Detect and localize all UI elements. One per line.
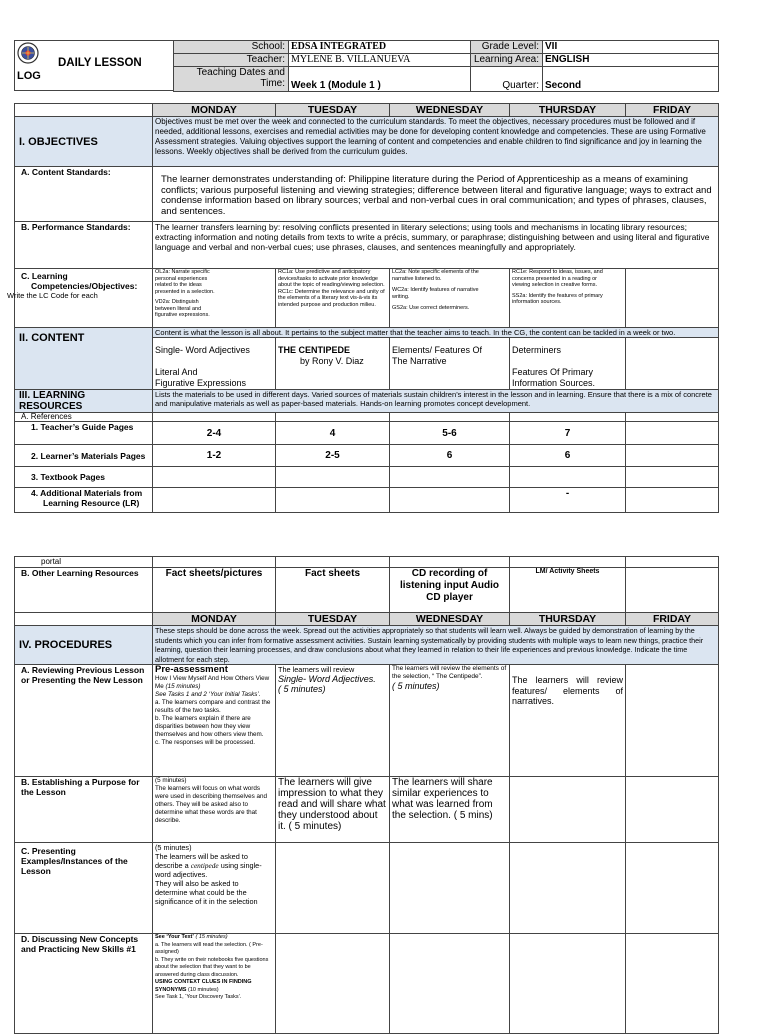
day-friday-2: FRIDAY [626, 613, 719, 626]
content-thursday-3: Information Sources. [512, 378, 596, 388]
teacher-label: Teacher: [174, 54, 289, 67]
header-info-table [173, 40, 719, 92]
grade-value: VII [543, 41, 719, 54]
day-monday: MONDAY [153, 104, 276, 117]
other-monday: Fact sheets/pictures [153, 568, 276, 613]
proc-d-mon-4: USING CONTEXT CLUES IN FINDING SYNONYMS [155, 979, 252, 993]
content-heading: II. CONTENT [15, 328, 153, 390]
dates-label-2: Time: [260, 78, 285, 89]
add-thursday: - [510, 488, 626, 513]
proc-a-mon-4: b. The learners explain if there are disparities between how they view themselves and how others view them. [155, 715, 264, 738]
comp-monday-2: VD2a: Distinguish between literal and figurative expressions. [155, 299, 210, 318]
performance-standards-text: The learner transfers learning by: resolving conflicts presented in literary selections; using tools and mechanisms in locating library resources; extracting information and noting details from texts to write a précis, summary, or paraphrase; distinguishing between and using literal and figurative language and verbal and non-verbal cues; use phrases, clauses, and sentences meaningfully and appropriately. [153, 222, 719, 269]
proc-a-wed-2: ( 5 minutes) [392, 681, 440, 691]
proc-d-mon-5: See Task 1, ‘Your Discovery Tasks’. [155, 994, 242, 1000]
lm-wednesday: 6 [390, 445, 510, 467]
proc-a-mon-5: c. The responses will be processed. [155, 739, 255, 746]
day-thursday: THURSDAY [510, 104, 626, 117]
page-title-line2: LOG [17, 70, 41, 82]
proc-a-mon-2: See Tasks 1 and 2 ‘Your Initial Tasks’. [155, 691, 261, 698]
proc-d-mon-1: See ‘Your Text’ [155, 934, 194, 940]
proc-a-wed-1: The learners will review the elements of the selection, “ The Centipede”. [392, 665, 507, 680]
proc-b-mon-1: (5 minutes) [155, 777, 187, 784]
day-wednesday-2: WEDNESDAY [390, 613, 510, 626]
content-wednesday-2: The Narrative [392, 356, 447, 366]
performance-standards-label: B. Performance Standards: [15, 222, 153, 269]
lm-tuesday: 2-5 [276, 445, 390, 467]
comp-monday-1: OL2a: Narrate specific personal experiences related to the ideas presented in a selection. [155, 269, 215, 295]
proc-a-thu: The learners will review features/ elements of narratives. [510, 665, 626, 777]
teacher-value: MYLENE B. VILLANUEVA [289, 54, 471, 67]
portal-label: portal [15, 557, 153, 568]
tg-wednesday: 5-6 [390, 422, 510, 445]
add-friday [626, 488, 719, 513]
day-monday-2: MONDAY [153, 613, 276, 626]
day-tuesday-2: TUESDAY [276, 613, 390, 626]
comp-thursday-1: RC1e: Respond to ideas, issues, and concerns presented in a reading or viewing selection in creative forms. [512, 269, 603, 288]
day-friday: FRIDAY [626, 104, 719, 117]
area-value: ENGLISH [543, 54, 719, 67]
tb-label: 3. Textbook Pages [15, 467, 153, 488]
proc-d-mon-4b: (10 minutes) [188, 986, 219, 993]
lm-label: 2. Learner’s Materials Pages [15, 445, 153, 467]
content-thursday-1: Determiners [512, 345, 562, 355]
lm-thursday: 6 [510, 445, 626, 467]
proc-d-label: D. Discussing New Concepts and Practicing New Skills #1 [15, 934, 153, 1034]
proc-c-label: C. Presenting Examples/Instances of the Lesson [15, 843, 153, 934]
dates-value: Week 1 (Module 1 ) [289, 67, 471, 92]
other-resources-label: B. Other Learning Resources [15, 568, 153, 613]
proc-c-mon-1: (5 minutes) [155, 843, 192, 852]
day-wednesday: WEDNESDAY [390, 104, 510, 117]
tg-monday: 2-4 [153, 422, 276, 445]
comp-wednesday-2: WC2a: Identify features of narrative writing. [392, 287, 479, 300]
references-label: A. References [15, 413, 153, 422]
content-tuesday-1: THE CENTIPEDE [278, 345, 351, 355]
content-note: Content is what the lesson is all about. It pertains to the subject matter that the teacher aims to teach. In the CG, the content can be tackled in a week or two. [153, 328, 719, 338]
proc-d-mon-2: a. The learners will read the selection. ( Pre-assigned) [155, 941, 263, 955]
proc-b-tue: The learners will give impression to what they read and will share what they understood about it. ( 5 minutes) [276, 777, 390, 843]
proc-a-tue-2: Single- Word Adjectives. [278, 674, 376, 684]
resources-note: Lists the materials to be used in different days. Varied sources of materials sustain children’s interest in the lesson and in learning. Ensure that there is a mix of concrete and manipulative materials as well as paper-based materials. Hands-on learning promotes concept development. [153, 390, 719, 413]
objectives-note: Objectives must be met over the week and connected to the curriculum standards. To meet the objectives, necessary procedures must be followed and if needed, additional lessons, exercises and remedial activities may be done for developing content knowledge and competencies. These are using Formative Assessment strategies. Valuing objectives support the learning of content and competencies and enable children to find significance and joy in learning the lessons. Weekly objectives shall be derived from the curriculum guides. [153, 117, 719, 167]
tg-friday [626, 422, 719, 445]
proc-a-label: A. Reviewing Previous Lesson or Presenting the New Lesson [15, 665, 153, 777]
day-tuesday: TUESDAY [276, 104, 390, 117]
school-value: EDSA INTEGRATED [289, 41, 471, 54]
content-monday-2: Literal And [155, 367, 198, 377]
proc-b-wed: The learners will share similar experiences to what was learned from the selection. ( 5 mins) [390, 777, 510, 843]
page-title: DAILY LESSON [58, 57, 142, 69]
add-monday [153, 488, 276, 513]
lm-monday: 1-2 [153, 445, 276, 467]
proc-c-mon-3: They will also be asked to determine what could be the significance of it in the selection [155, 879, 258, 906]
proc-c-mon-2: The learners will be asked to describe a [155, 852, 248, 870]
proc-c-mon-2c: using single-word adjectives. [155, 861, 262, 879]
day-thursday-2: THURSDAY [510, 613, 626, 626]
content-standards-text: The learner demonstrates understanding of: Philippine literature during the Period of Apprenticeship as a means of examining conflicts; various purposeful listening and viewing strategies; difference between literal and figurative language; ways to extract and condense information based on library sources; verbal and non-verbal cues in oral communication; and types of phrases, clauses, and sentences. [153, 167, 719, 222]
competencies-label-1: C. Learning [21, 271, 68, 281]
other-tuesday: Fact sheets [276, 568, 390, 613]
comp-tuesday-2: RC1c: Determine the relevance and unity of the elements of a literary text vis-à-vis its intended purpose and production milieu. [278, 288, 385, 308]
comp-wednesday-1: LC2a: Note specific elements of the narrative listened to. [392, 269, 479, 282]
content-standards-label: A. Content Standards: [15, 167, 153, 222]
tg-tuesday: 4 [276, 422, 390, 445]
proc-c-mon-2b: centipede [190, 861, 219, 870]
content-monday-3: Figurative Expressions [155, 378, 247, 388]
proc-a-tue-3: ( 5 minutes) [278, 684, 326, 694]
quarter-value: Second [543, 67, 719, 92]
content-monday-1: Single- Word Adjectives [155, 345, 250, 355]
comp-wednesday-3: GS2a: Use correct determiners. [392, 305, 470, 311]
proc-a-mon-1: How I View Myself And How Others View Me [155, 675, 270, 690]
tg-thursday: 7 [510, 422, 626, 445]
proc-a-mon-title: Pre-assessment [155, 664, 228, 675]
procedures-note: These steps should be done across the week. Spread out the activities appropriately so that students will learn well. Always be guided by demonstration of learning by the students which you can infer from formative assessment activities. Sustain learning systematically by providing students with multiple ways to learn new things, practice their learning, question their learning processes, and draw conclusions about what they learned in relation to their life experiences and previous knowledge. Indicate the time allotment for each step. [153, 626, 719, 665]
content-tuesday-2: by Rony V. Diaz [300, 356, 364, 366]
other-thursday: LM/ Activity Sheets [510, 568, 626, 613]
procedures-heading: IV. PROCEDURES [15, 626, 153, 665]
proc-a-mon-1b: (15 minutes) [165, 683, 201, 690]
proc-a-tue-1: The learners will review [278, 665, 355, 674]
proc-d-mon-1b: ( 15 minutes) [195, 934, 228, 940]
add-tuesday [276, 488, 390, 513]
grade-label: Grade Level: [471, 41, 543, 54]
tg-label: 1. Teacher’s Guide Pages [15, 422, 153, 445]
comp-tuesday-1: RC1a: Use predictive and anticipatory devices/tasks to activate prior knowledge about the topic of reading/viewing selection. [278, 269, 385, 288]
competencies-label-3: Write the LC Code for each [7, 291, 98, 300]
additional-label-1: 4. Additional Materials from [31, 488, 143, 498]
additional-label-2: Learning Resource (LR) [43, 498, 140, 508]
area-label: Learning Area: [471, 54, 543, 67]
school-label: School: [174, 41, 289, 54]
dates-label-1: Teaching Dates and [196, 67, 285, 78]
lesson-table-2 [14, 556, 719, 1034]
comp-thursday-2: SS2a: Identify the features of primary information sources. [512, 292, 603, 305]
other-wednesday: CD recording of listening input Audio CD player [390, 568, 510, 613]
competencies-label-2: Competencies/Objectives: [31, 281, 138, 291]
proc-b-label: B. Establishing a Purpose for the Lesson [15, 777, 153, 843]
objectives-heading: I. OBJECTIVES [15, 117, 153, 167]
content-wednesday-1: Elements/ Features Of [392, 345, 483, 355]
add-wednesday [390, 488, 510, 513]
lm-friday [626, 445, 719, 467]
quarter-label: Quarter: [471, 67, 543, 92]
proc-d-mon-3: b. They write on their notebooks five questions about the selection that they want to be answered during class discussion. [155, 956, 269, 978]
proc-a-mon-3: a. The learners compare and contrast the results of the two tasks. [155, 699, 271, 714]
resources-heading: III. LEARNING RESOURCES [15, 390, 153, 413]
proc-b-mon-2: The learners will focus on what words were used in describing themselves and others. They will be asked also to determine what these words are that describe. [155, 785, 268, 824]
content-thursday-2: Features Of Primary [512, 367, 594, 377]
lesson-table-1 [7, 103, 719, 513]
